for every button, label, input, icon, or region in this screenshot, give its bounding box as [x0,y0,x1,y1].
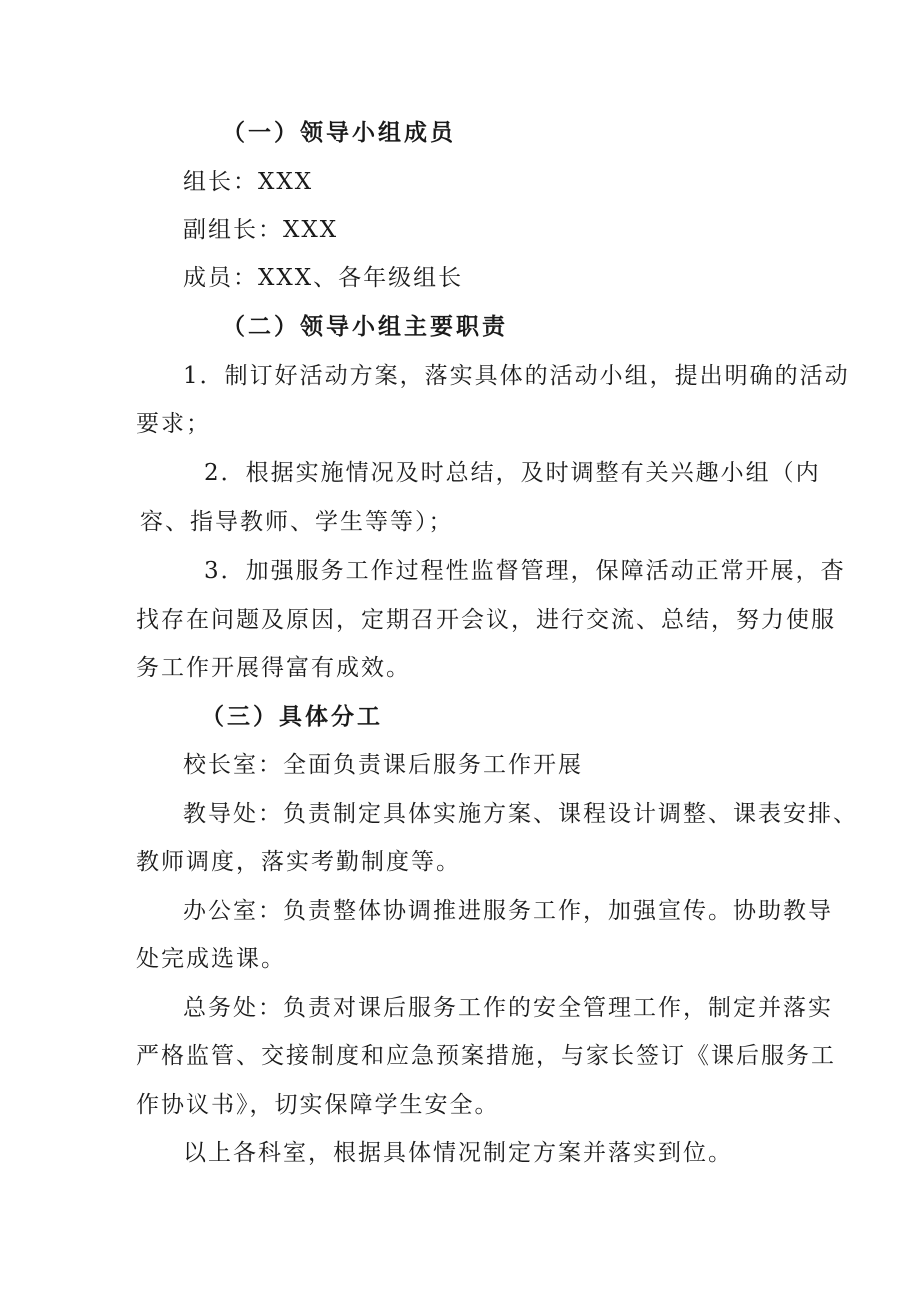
leader-line: 组长：XXX [183,169,314,195]
general-affairs-line-2: 严格监管、交接制度和应急预案措施，与家长签订《课后服务工 [136,1043,836,1069]
academic-affairs-line-2: 教师调度，落实考勤制度等。 [136,849,461,875]
vice-leader-line: 副组长：XXX [183,217,339,243]
general-affairs-line-3: 作协议书》，切实保障学生安全。 [136,1092,500,1118]
section-heading-leadership-members: （一）领导小组成员 [222,120,456,146]
general-office-line-2: 处完成选课。 [136,946,286,972]
duty-item-2-line-1: 2．根据实施情况及时总结，及时调整有关兴趣小组（内 [204,460,821,486]
duty-item-3-line-1: 3．加强服务工作过程性监督管理，保障活动正常开展，杳 [204,558,846,584]
duty-item-3-line-2: 找存在问题及原因，定期召开会议，进行交流、总结，努力使服 [136,607,836,633]
closing-line: 以上各科室，根据具体情况制定方案并落实到位。 [183,1140,733,1166]
members-line: 成员：XXX、各年级组长 [183,265,464,291]
general-affairs-line-1: 总务处：负责对课后服务工作的安全管理工作，制定并落实 [183,995,833,1021]
duty-item-1-line-2: 要求； [136,411,211,437]
duty-item-1-line-1: 1．制订好活动方案，落实具体的活动小组，提出明确的活动 [183,363,850,389]
academic-affairs-line-1: 教导处：负责制定具体实施方案、课程设计调整、课表安排、 [183,801,858,827]
general-office-line-1: 办公室：负责整体协调推进服务工作，加强宣传。协助教导 [183,898,833,924]
principal-office-line: 校长室：全面负责课后服务工作开展 [183,752,583,778]
section-heading-division-of-work: （三）具体分工 [201,704,383,730]
section-heading-main-duties: （二）领导小组主要职责 [222,314,508,340]
duty-item-3-line-3: 务工作开展得富有成效。 [136,655,411,681]
duty-item-2-line-2: 容、指导教师、学生等等）； [140,509,454,535]
